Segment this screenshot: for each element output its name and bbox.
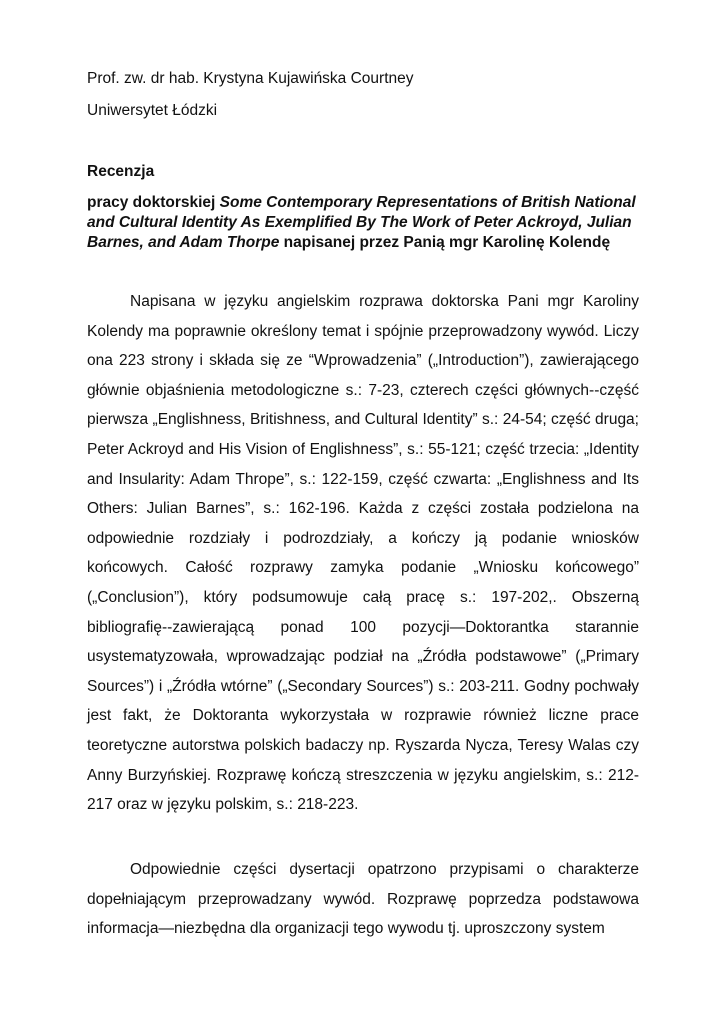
thesis-title-prefix: pracy doktorskiej	[87, 194, 220, 211]
thesis-title-line-3	[87, 233, 610, 253]
thesis-title-line-1	[87, 193, 636, 213]
thesis-title-italic-1: Some Contemporary Representations of British National	[219, 194, 636, 211]
author-line: Prof. zw. dr hab. Krystyna Kujawińska Courtney	[87, 70, 414, 87]
thesis-title-suffix: napisanej przez Panią mgr Karolinę Kolendę	[283, 234, 611, 251]
thesis-title-italic-3: Barnes, and Adam Thorpe	[87, 234, 284, 251]
institution-line: Uniwersytet Łódzki	[87, 102, 218, 119]
thesis-title-line-2: and Cultural Identity As Exemplified By The Work of Peter Ackroyd, Julian	[87, 214, 632, 231]
body-paragraph-1: Napisana w języku angielskim rozprawa doktorska Pani mgr Karoliny Kolendy ma poprawnie określony temat i spójnie przeprowadzony wywód. Liczy ona 223 strony i składa się ze “Wprowadzenia” („Introduction”), zawierającego głównie objaśnienia metodologiczne s.: 7-23, czterech części głównych--część pierwsza „Englishness, Britishness, and Cultural Identity” s.: 24-54; część druga; Peter Ackroyd and His Vision of Englishness”, s.: 55-121; część trzecia: „Identity and Insularity: Adam Thrope”, s.: 122-159, część czwarta: „Englishness and Its Others: Julian Barnes”, s.: 162-196. Każda z części została podzielona na odpowiednie rozdziały i podrozdziały, a kończy ją podanie wniosków końcowych. Całość rozprawy zamyka podanie „Wniosku końcowego” („Conclusion”), który podsumowuje całą pracę s.: 197-202,. Obszerną bibliografię--zawierającą ponad 100 pozycji—Doktorantka starannie usystematyzowała, wprowadzając podział na „Źródła podstawowe” („Primary Sources”) i „Źródła wtórne” („Secondary Sources”) s.: 203-211. Godny pochwały jest fakt, że Doktoranta wykorzystała w rozprawie również liczne prace teoretyczne autorstwa polskich badaczy np. Ryszarda Nycza, Teresy Walas czy Anny Burzyńskiej. Rozprawę kończą streszczenia w języku angielskim, s.: 212-217 oraz w języku polskim, s.: 218-223.	[87, 293, 639, 814]
review-heading: Recenzja	[87, 163, 155, 180]
body-paragraph-2: Odpowiednie części dysertacji opatrzono przypisami o charakterze dopełniającym przeprowadzany wywód. Rozprawę poprzedza podstawowa informacja—niezbędna dla organizacji tego wywodu tj. uproszczony system	[87, 861, 639, 938]
